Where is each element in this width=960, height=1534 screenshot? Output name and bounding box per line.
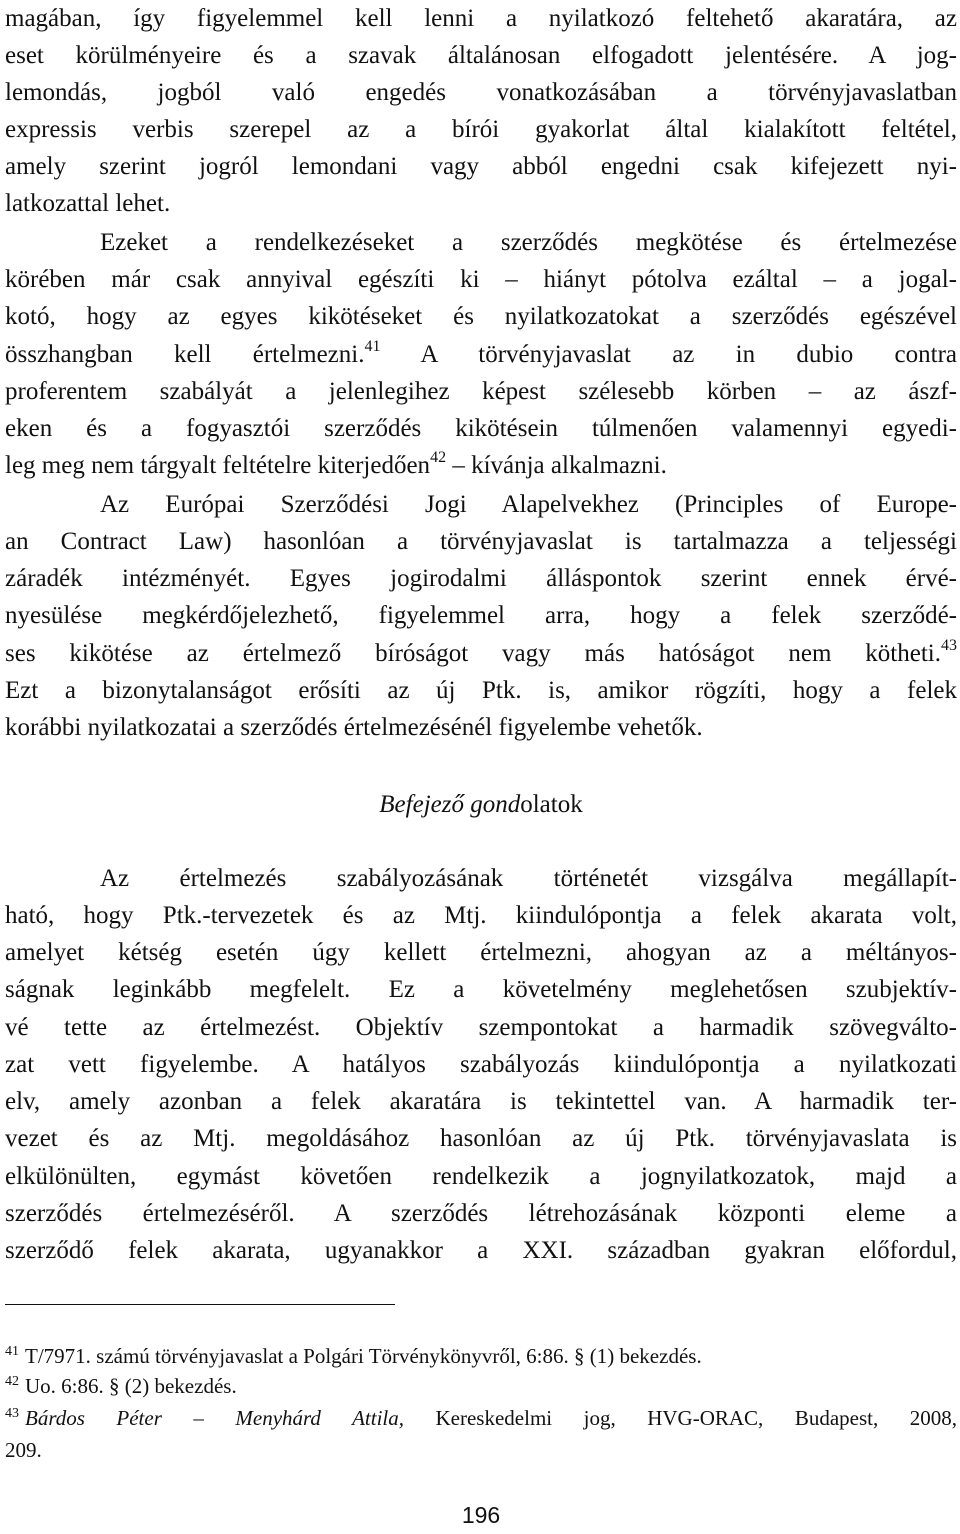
footnote-text: Uo. 6:86. § (2) bekezdés.: [25, 1374, 237, 1398]
paragraph-3-line: an Contract Law) hasonlóan a törvényjavaslat is tartalmazza a teljességi: [5, 528, 957, 555]
heading-roman: olatok: [520, 791, 583, 818]
footnote-authors: Bárdos Péter – Menyhárd Attila,: [25, 1406, 404, 1430]
paragraph-3-line: korábbi nyilatkozatai a szerződés értelmezésénél figyelembe vehetők.: [5, 714, 703, 741]
text-run: A törvényjavaslat az in dubio contra: [380, 341, 957, 368]
paragraph-1-line: amely szerint jogról lemondani vagy abból engedni csak kifejezett nyi-: [5, 153, 957, 180]
paragraph-2-line: [5, 447, 957, 485]
paragraph-3-line: Ezt a bizonytalanságot erősíti az új Ptk. is, amikor rögzíti, hogy a felek: [5, 677, 957, 704]
paragraph-4-line: zat vett figyelembe. A hatályos szabályozás kiindulópontja a nyilatkozati: [5, 1051, 957, 1078]
paragraph-4-line: szerződés értelmezéséről. A szerződés létrehozásának központi eleme a: [5, 1200, 957, 1227]
paragraph-4-line: ságnak leginkább megfelelt. Ez a követelmény meglehetősen szubjektív-: [5, 976, 957, 1003]
paragraph-2-line: Ezeket a rendelkezéseket a szerződés megkötése és értelmezése: [100, 229, 957, 256]
paragraph-2-line: körében már csak annyival egészíti ki – hiányt pótolva ezáltal – a jogal-: [5, 266, 957, 293]
paragraph-1-line: lemondás, jogból való engedés vonatkozásában a törvényjavaslatban: [5, 79, 957, 106]
paragraph-2-line: [5, 336, 957, 374]
paragraph-2-line: eken és a fogyasztói szerződés kikötésein túlmenően valamennyi egyedi-: [5, 415, 957, 442]
page-number: 196: [461, 1502, 501, 1528]
section-heading: [5, 790, 957, 820]
paragraph-2-line: kotó, hogy az egyes kikötéseket és nyilatkozatokat a szerződés egészével: [5, 303, 957, 330]
footnote-text: T/7971. számú törvényjavaslat a Polgári Törvénykönyvről, 6:86. § (1) bekezdés.: [25, 1344, 702, 1368]
paragraph-4-line: Az értelmezés szabályozásának történetét vizsgálva megállapít-: [100, 865, 957, 892]
paragraph-4-line: vé tette az értelmezést. Objektív szempontokat a harmadik szövegválto-: [5, 1014, 957, 1041]
footnote-42: [5, 1372, 957, 1400]
text-run: összhangban kell értelmezni.: [5, 341, 365, 368]
footnote-ref-41[interactable]: 41: [364, 338, 381, 355]
footnote-divider: [5, 1304, 395, 1305]
paragraph-4-line: amelyet kétség esetén úgy kellett értelmezni, ahogyan az a méltányos-: [5, 939, 957, 966]
paragraph-2-line: proferentem szabályát a jelenlegihez képest szélesebb körben – az ászf-: [5, 378, 957, 405]
paragraph-3-line: [5, 635, 957, 673]
paragraph-4-line: szerződő felek akarata, ugyanakkor a XXI. században gyakran előfordul,: [5, 1237, 957, 1264]
footnote-number: 42: [5, 1374, 19, 1389]
paragraph-3-line: záradék intézményét. Egyes jogirodalmi álláspontok szerint ennek érvé-: [5, 565, 957, 592]
paragraph-3-line: Az Európai Szerződési Jogi Alapelvekhez (Principles of Europe-: [100, 491, 957, 518]
paragraph-1-line: magában, így figyelemmel kell lenni a nyilatkozó feltehető akaratára, az: [5, 5, 957, 32]
text-run: – kívánja alkalmazni.: [446, 452, 667, 479]
footnote-41: [5, 1342, 957, 1370]
footnote-43: [5, 1404, 957, 1432]
paragraph-1-line: eset körülményeire és a szavak általánosan elfogadott jelentésére. A jog-: [5, 42, 957, 69]
text-run: leg meg nem tárgyalt feltételre kiterjedően: [5, 452, 431, 479]
paragraph-4-line: ható, hogy Ptk.-tervezetek és az Mtj. kiindulópontja a felek akarata volt,: [5, 902, 957, 929]
text-run: ses kikötése az értelmező bíróságot vagy más hatóságot nem kötheti.: [5, 640, 941, 667]
paragraph-3-line: nyesülése megkérdőjelezhető, figyelemmel arra, hogy a felek szerződé-: [5, 602, 957, 629]
footnote-number: 41: [5, 1344, 19, 1359]
paragraph-1-line: latkozattal lehet.: [5, 190, 171, 217]
paragraph-4-line: vezet és az Mtj. megoldásához hasonlóan az új Ptk. törvényjavaslata is: [5, 1125, 957, 1152]
heading-italic: Befejező gond: [379, 791, 521, 818]
paragraph-4-line: elkülönülten, egymást követően rendelkezik a jognyilatkozatok, majd a: [5, 1163, 957, 1190]
footnote-ref-43[interactable]: 43: [941, 637, 957, 654]
paragraph-1-line: expressis verbis szerepel az a bírói gyakorlat által kialakított feltétel,: [5, 116, 957, 143]
paragraph-4-line: elv, amely azonban a felek akaratára is tekintettel van. A harmadik ter-: [5, 1088, 957, 1115]
footnote-number: 43: [5, 1406, 19, 1421]
footnote-text: Kereskedelmi jog, HVG-ORAC, Budapest, 2008,: [403, 1406, 957, 1430]
footnote-43-continued: 209.: [5, 1438, 42, 1462]
footnote-ref-42[interactable]: 42: [430, 449, 447, 466]
